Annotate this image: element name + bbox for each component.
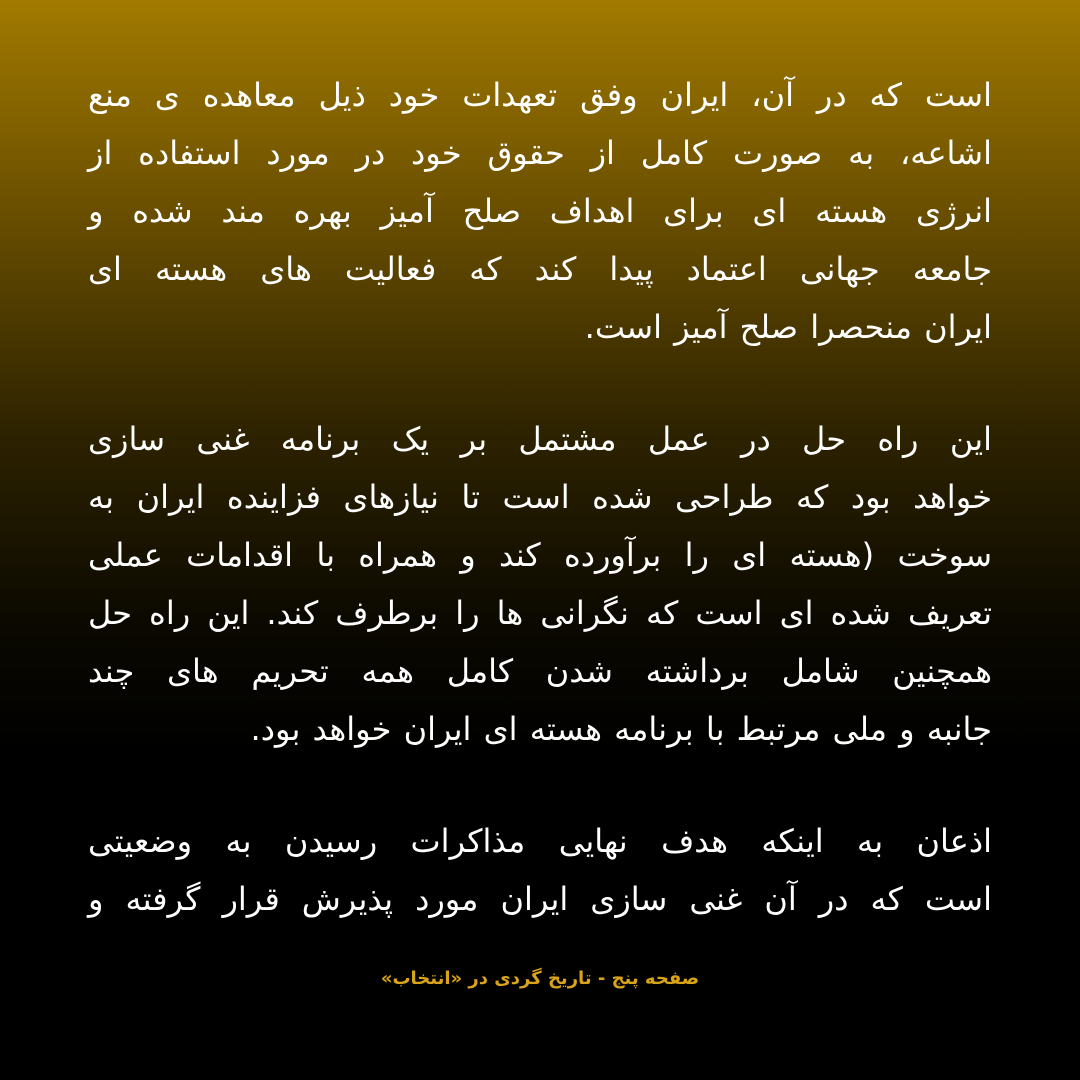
text-line: اذعان به اینکه هدف نهایی مذاکرات رسیدن به وضعیتی	[88, 822, 992, 860]
text-line: همچنین شامل برداشته شدن کامل همه تحریم های چند	[88, 652, 992, 690]
paragraph-1	[88, 66, 992, 356]
text-line: خواهد بود که طراحی شده است تا نیازهای فزاینده ایران به	[88, 478, 992, 516]
text-line: این راه حل در عمل مشتمل بر یک برنامه غنی سازی	[88, 420, 992, 458]
text-line: است که در آن، ایران وفق تعهدات خود ذیل معاهده ی منع	[88, 76, 992, 114]
text-line: جامعه جهانی اعتماد پیدا کند که فعالیت های هسته ای	[88, 250, 992, 288]
text-line: است که در آن غنی سازی ایران مورد پذیرش قرار گرفته و	[88, 880, 992, 918]
document-body	[88, 66, 992, 982]
paragraph-3	[88, 812, 992, 928]
paragraph-2	[88, 410, 992, 758]
text-line: اشاعه، به صورت کامل از حقوق خود در مورد استفاده از	[88, 134, 992, 172]
text-line: تعریف شده ای است که نگرانی ها را برطرف کند. این راه حل	[88, 594, 992, 632]
text-line: جانبه و ملی مرتبط با برنامه هسته ای ایران خواهد بود.	[250, 710, 992, 748]
text-line: سوخت (هسته ای را برآورده کند و همراه با اقدامات عملی	[88, 536, 992, 574]
text-line: ایران منحصرا صلح آمیز است.	[584, 308, 992, 346]
text-line: انرژی هسته ای برای اهداف صلح آمیز بهره مند شده و	[88, 192, 992, 230]
page-footer: صفحه پنج - تاریخ گردی در «انتخاب»	[380, 968, 700, 989]
